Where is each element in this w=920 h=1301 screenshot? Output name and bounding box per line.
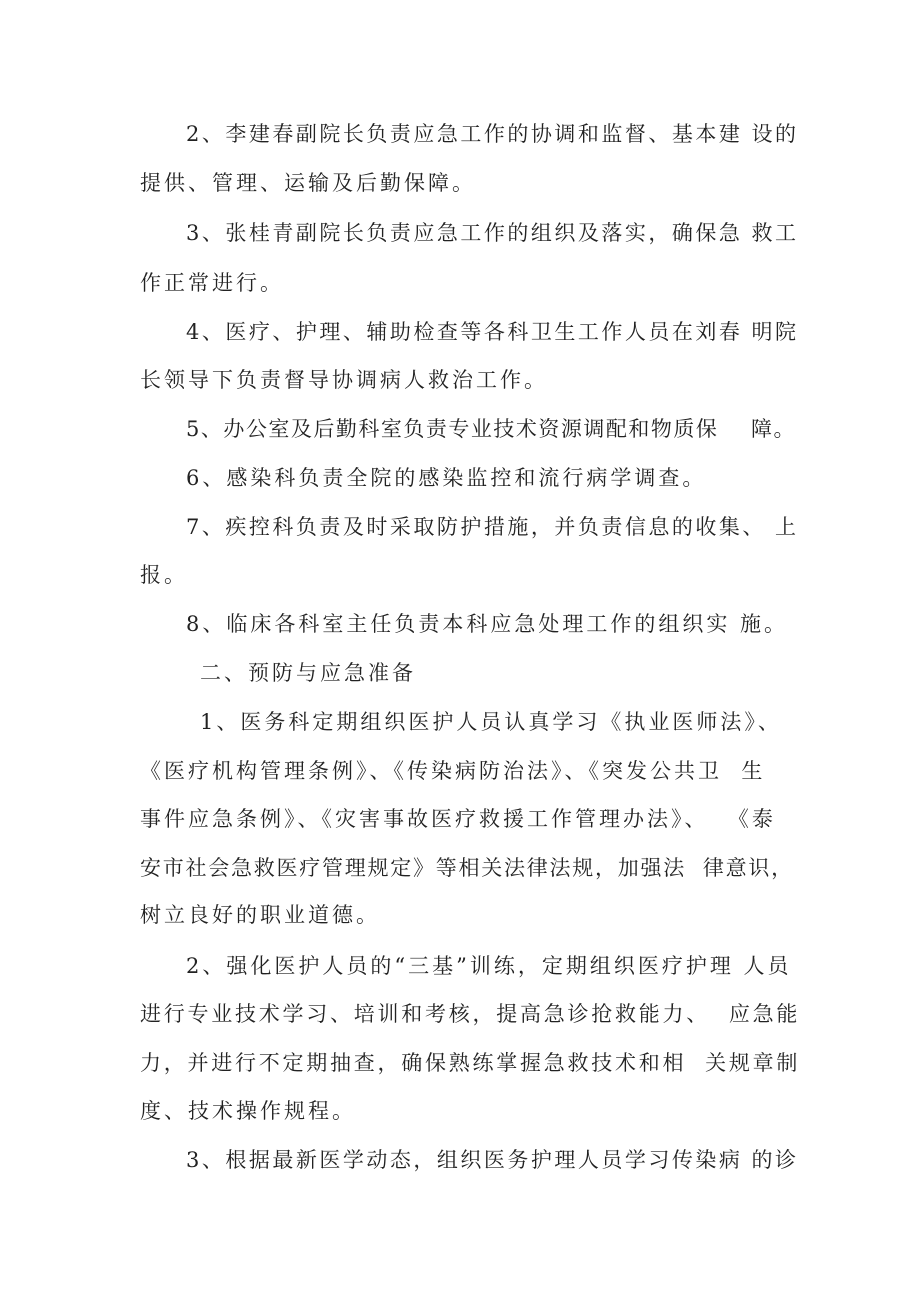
- paragraph-line: 《医疗机构管理条例》、《传染病防治法》、《突发公共卫 生: [140, 759, 766, 783]
- paragraph-line: 报。: [140, 563, 188, 587]
- paragraph-line: 3、根据最新医学动态，组织医务护理人员学习传染病 的诊: [186, 1148, 799, 1172]
- paragraph-line: 作正常进行。: [140, 271, 284, 295]
- paragraph-line: 8、临床各科室主任负责本科应急处理工作的组织实 施。: [186, 612, 789, 636]
- paragraph-line: 3、张桂青副院长负责应急工作的组织及落实，确保急 救工: [186, 221, 799, 245]
- paragraph-line: 6、感染科负责全院的感染监控和流行病学调查。: [186, 466, 707, 490]
- paragraph-line: 力，并进行不定期抽查，确保熟练掌握急救技术和相 关规章制: [140, 1051, 801, 1075]
- paragraph-line: 长领导下负责督导协调病人救治工作。: [140, 368, 548, 392]
- paragraph-line: 树立良好的职业道德。: [140, 903, 380, 927]
- paragraph-line: 度、技术操作规程。: [140, 1099, 356, 1123]
- paragraph-line: 2、强化医护人员的“三基”训练，定期组织医疗护理 人员: [186, 954, 792, 978]
- paragraph-line: 1、医务科定期组织医护人员认真学习《执业医师法》、: [200, 710, 782, 734]
- paragraph-line: 进行专业技术学习、培训和考核，提高急诊抢救能力、 应急能: [140, 1002, 801, 1026]
- paragraph-line: 事件应急条例》、《灾害事故医疗救援工作管理办法》、 《泰: [140, 807, 776, 831]
- paragraph-line: 安市社会急救医疗管理规定》等相关法律法规，加强法 律意识，: [140, 856, 794, 880]
- paragraph-line: 7、疾控科负责及时采取防护措施，并负责信息的收集、 上: [186, 515, 799, 539]
- paragraph-line: 4、医疗、护理、辅助检查等各科卫生工作人员在刘春 明院: [186, 320, 799, 344]
- paragraph-line: 2、李建春副院长负责应急工作的协调和监督、基本建 设的: [186, 122, 799, 146]
- paragraph-line: 5、办公室及后勤科室负责专业技术资源调配和物质保 障。: [186, 417, 797, 441]
- paragraph-line: 提供、管理、运输及后勤保障。: [140, 171, 476, 195]
- section-heading: 二、预防与应急准备: [200, 661, 416, 685]
